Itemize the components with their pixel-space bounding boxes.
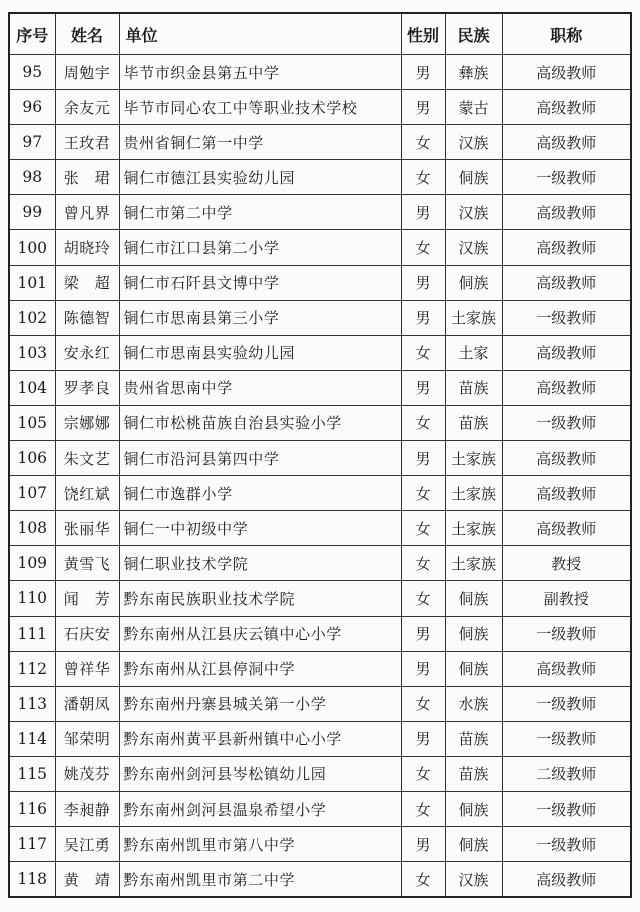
cell-gender: 女 (401, 476, 445, 511)
cell-number: 109 (9, 546, 55, 581)
cell-name: 饶红斌 (55, 476, 119, 511)
table-row (9, 546, 631, 581)
cell-gender: 女 (401, 791, 445, 826)
cell-unit: 毕节市同心农工中等职业技术学校 (119, 90, 401, 125)
cell-title: 高级教师 (502, 370, 631, 405)
cell-unit: 毕节市织金县第五中学 (119, 55, 401, 90)
cell-ethnicity: 土家族 (445, 511, 502, 546)
cell-ethnicity: 土家族 (445, 476, 502, 511)
cell-gender: 女 (401, 756, 445, 791)
cell-number: 96 (9, 90, 55, 125)
table-row (9, 265, 631, 300)
table-row (9, 55, 631, 90)
cell-number: 103 (9, 335, 55, 370)
cell-gender: 男 (401, 651, 445, 686)
cell-ethnicity: 汉族 (445, 195, 502, 230)
cell-name: 安永红 (55, 335, 119, 370)
cell-name: 潘朝凤 (55, 686, 119, 721)
table-row (9, 651, 631, 686)
table-row (9, 125, 631, 160)
table-row (9, 581, 631, 616)
cell-unit: 铜仁市德江县实验幼儿园 (119, 160, 401, 195)
cell-number: 113 (9, 686, 55, 721)
cell-unit: 铜仁市江口县第二小学 (119, 230, 401, 265)
cell-unit: 铜仁市第二中学 (119, 195, 401, 230)
cell-title: 一级教师 (502, 405, 631, 440)
cell-name: 吴江勇 (55, 827, 119, 862)
document-page (8, 12, 630, 898)
cell-name: 罗孝良 (55, 370, 119, 405)
cell-title: 高级教师 (502, 335, 631, 370)
cell-title: 一级教师 (502, 160, 631, 195)
cell-ethnicity: 汉族 (445, 125, 502, 160)
cell-unit: 铜仁市逸群小学 (119, 476, 401, 511)
cell-gender: 男 (401, 827, 445, 862)
cell-title: 高级教师 (502, 265, 631, 300)
cell-unit: 黔东南州凯里市第八中学 (119, 827, 401, 862)
table-row (9, 90, 631, 125)
cell-number: 118 (9, 862, 55, 898)
table-row (9, 862, 631, 898)
table-row (9, 405, 631, 440)
table-row (9, 230, 631, 265)
cell-unit: 黔东南州剑河县温泉希望小学 (119, 791, 401, 826)
cell-title: 高级教师 (502, 862, 631, 898)
cell-title: 高级教师 (502, 195, 631, 230)
cell-unit: 铜仁市松桃苗族自治县实验小学 (119, 405, 401, 440)
cell-title: 一级教师 (502, 791, 631, 826)
cell-ethnicity: 土家族 (445, 546, 502, 581)
cell-gender: 男 (401, 441, 445, 476)
cell-name: 姚茂芬 (55, 756, 119, 791)
cell-title: 高级教师 (502, 125, 631, 160)
cell-name: 曾祥华 (55, 651, 119, 686)
cell-ethnicity: 苗族 (445, 721, 502, 756)
cell-name: 李昶静 (55, 791, 119, 826)
cell-title: 副教授 (502, 581, 631, 616)
cell-number: 97 (9, 125, 55, 160)
table-row (9, 476, 631, 511)
cell-ethnicity: 汉族 (445, 862, 502, 898)
cell-title: 一级教师 (502, 616, 631, 651)
cell-unit: 铜仁一中初级中学 (119, 511, 401, 546)
cell-ethnicity: 彝族 (445, 55, 502, 90)
cell-number: 101 (9, 265, 55, 300)
cell-ethnicity: 汉族 (445, 230, 502, 265)
cell-name: 黄 靖 (55, 862, 119, 898)
cell-title: 高级教师 (502, 476, 631, 511)
cell-number: 116 (9, 791, 55, 826)
cell-ethnicity: 苗族 (445, 405, 502, 440)
cell-title: 一级教师 (502, 721, 631, 756)
cell-number: 115 (9, 756, 55, 791)
table-row (9, 441, 631, 476)
cell-ethnicity: 侗族 (445, 791, 502, 826)
table-row (9, 370, 631, 405)
cell-name: 陈德智 (55, 300, 119, 335)
cell-gender: 女 (401, 335, 445, 370)
table-row (9, 511, 631, 546)
header-unit: 单位 (119, 13, 401, 55)
header-name: 姓名 (55, 13, 119, 55)
cell-unit: 铜仁市思南县第三小学 (119, 300, 401, 335)
cell-name: 胡晓玲 (55, 230, 119, 265)
cell-ethnicity: 苗族 (445, 370, 502, 405)
cell-number: 117 (9, 827, 55, 862)
cell-ethnicity: 侗族 (445, 616, 502, 651)
header-title: 职称 (502, 13, 631, 55)
cell-ethnicity: 侗族 (445, 160, 502, 195)
cell-name: 邹荣明 (55, 721, 119, 756)
cell-name: 张丽华 (55, 511, 119, 546)
cell-unit: 黔东南州从江县庆云镇中心小学 (119, 616, 401, 651)
cell-number: 108 (9, 511, 55, 546)
cell-unit: 铜仁职业技术学院 (119, 546, 401, 581)
cell-name: 曾凡界 (55, 195, 119, 230)
cell-number: 98 (9, 160, 55, 195)
cell-name: 朱文艺 (55, 441, 119, 476)
cell-title: 高级教师 (502, 55, 631, 90)
cell-ethnicity: 蒙古 (445, 90, 502, 125)
cell-number: 111 (9, 616, 55, 651)
cell-number: 112 (9, 651, 55, 686)
cell-number: 95 (9, 55, 55, 90)
cell-ethnicity: 苗族 (445, 756, 502, 791)
cell-gender: 女 (401, 511, 445, 546)
header-ethnicity: 民族 (445, 13, 502, 55)
cell-ethnicity: 土家 (445, 335, 502, 370)
cell-number: 99 (9, 195, 55, 230)
cell-name: 梁 超 (55, 265, 119, 300)
cell-title: 高级教师 (502, 230, 631, 265)
cell-gender: 女 (401, 862, 445, 898)
cell-gender: 男 (401, 90, 445, 125)
table-row (9, 300, 631, 335)
cell-unit: 黔东南州凯里市第二中学 (119, 862, 401, 898)
cell-number: 100 (9, 230, 55, 265)
table-row (9, 721, 631, 756)
cell-gender: 女 (401, 230, 445, 265)
cell-title: 一级教师 (502, 300, 631, 335)
table-row (9, 335, 631, 370)
cell-title: 高级教师 (502, 651, 631, 686)
cell-title: 高级教师 (502, 511, 631, 546)
cell-number: 110 (9, 581, 55, 616)
table-row (9, 756, 631, 791)
cell-ethnicity: 水族 (445, 686, 502, 721)
table-row (9, 160, 631, 195)
cell-unit: 黔东南州丹寨县城关第一小学 (119, 686, 401, 721)
cell-gender: 男 (401, 300, 445, 335)
cell-ethnicity: 侗族 (445, 581, 502, 616)
cell-name: 余友元 (55, 90, 119, 125)
cell-ethnicity: 土家族 (445, 300, 502, 335)
cell-gender: 男 (401, 55, 445, 90)
cell-unit: 黔东南州黄平县新州镇中心小学 (119, 721, 401, 756)
cell-gender: 男 (401, 721, 445, 756)
cell-gender: 女 (401, 405, 445, 440)
cell-unit: 黔东南州从江县停洞中学 (119, 651, 401, 686)
table-row (9, 791, 631, 826)
cell-gender: 女 (401, 546, 445, 581)
cell-name: 石庆安 (55, 616, 119, 651)
teacher-list-table (8, 12, 632, 898)
header-gender: 性别 (401, 13, 445, 55)
table-row (9, 827, 631, 862)
cell-name: 黄雪飞 (55, 546, 119, 581)
table-row (9, 616, 631, 651)
cell-unit: 贵州省铜仁第一中学 (119, 125, 401, 160)
cell-number: 104 (9, 370, 55, 405)
cell-gender: 女 (401, 160, 445, 195)
cell-name: 王玫君 (55, 125, 119, 160)
table-row (9, 686, 631, 721)
cell-gender: 女 (401, 125, 445, 160)
cell-title: 教授 (502, 546, 631, 581)
cell-ethnicity: 土家族 (445, 441, 502, 476)
cell-name: 宗娜娜 (55, 405, 119, 440)
cell-number: 106 (9, 441, 55, 476)
cell-title: 一级教师 (502, 827, 631, 862)
cell-unit: 黔东南州剑河县岑松镇幼儿园 (119, 756, 401, 791)
cell-unit: 铜仁市思南县实验幼儿园 (119, 335, 401, 370)
cell-title: 一级教师 (502, 686, 631, 721)
cell-gender: 男 (401, 370, 445, 405)
cell-gender: 男 (401, 616, 445, 651)
cell-unit: 铜仁市沿河县第四中学 (119, 441, 401, 476)
cell-title: 高级教师 (502, 90, 631, 125)
cell-ethnicity: 侗族 (445, 651, 502, 686)
cell-ethnicity: 侗族 (445, 265, 502, 300)
cell-number: 102 (9, 300, 55, 335)
cell-title: 二级教师 (502, 756, 631, 791)
table-row (9, 195, 631, 230)
cell-name: 周勉宇 (55, 55, 119, 90)
cell-name: 张 珺 (55, 160, 119, 195)
cell-unit: 铜仁市石阡县文博中学 (119, 265, 401, 300)
cell-number: 114 (9, 721, 55, 756)
cell-name: 闻 芳 (55, 581, 119, 616)
cell-gender: 女 (401, 581, 445, 616)
cell-gender: 男 (401, 195, 445, 230)
cell-unit: 黔东南民族职业技术学院 (119, 581, 401, 616)
cell-gender: 女 (401, 686, 445, 721)
cell-title: 高级教师 (502, 441, 631, 476)
cell-ethnicity: 侗族 (445, 827, 502, 862)
table-header-row (9, 13, 631, 55)
cell-number: 105 (9, 405, 55, 440)
cell-number: 107 (9, 476, 55, 511)
cell-gender: 男 (401, 265, 445, 300)
cell-unit: 贵州省思南中学 (119, 370, 401, 405)
header-number: 序号 (9, 13, 55, 55)
